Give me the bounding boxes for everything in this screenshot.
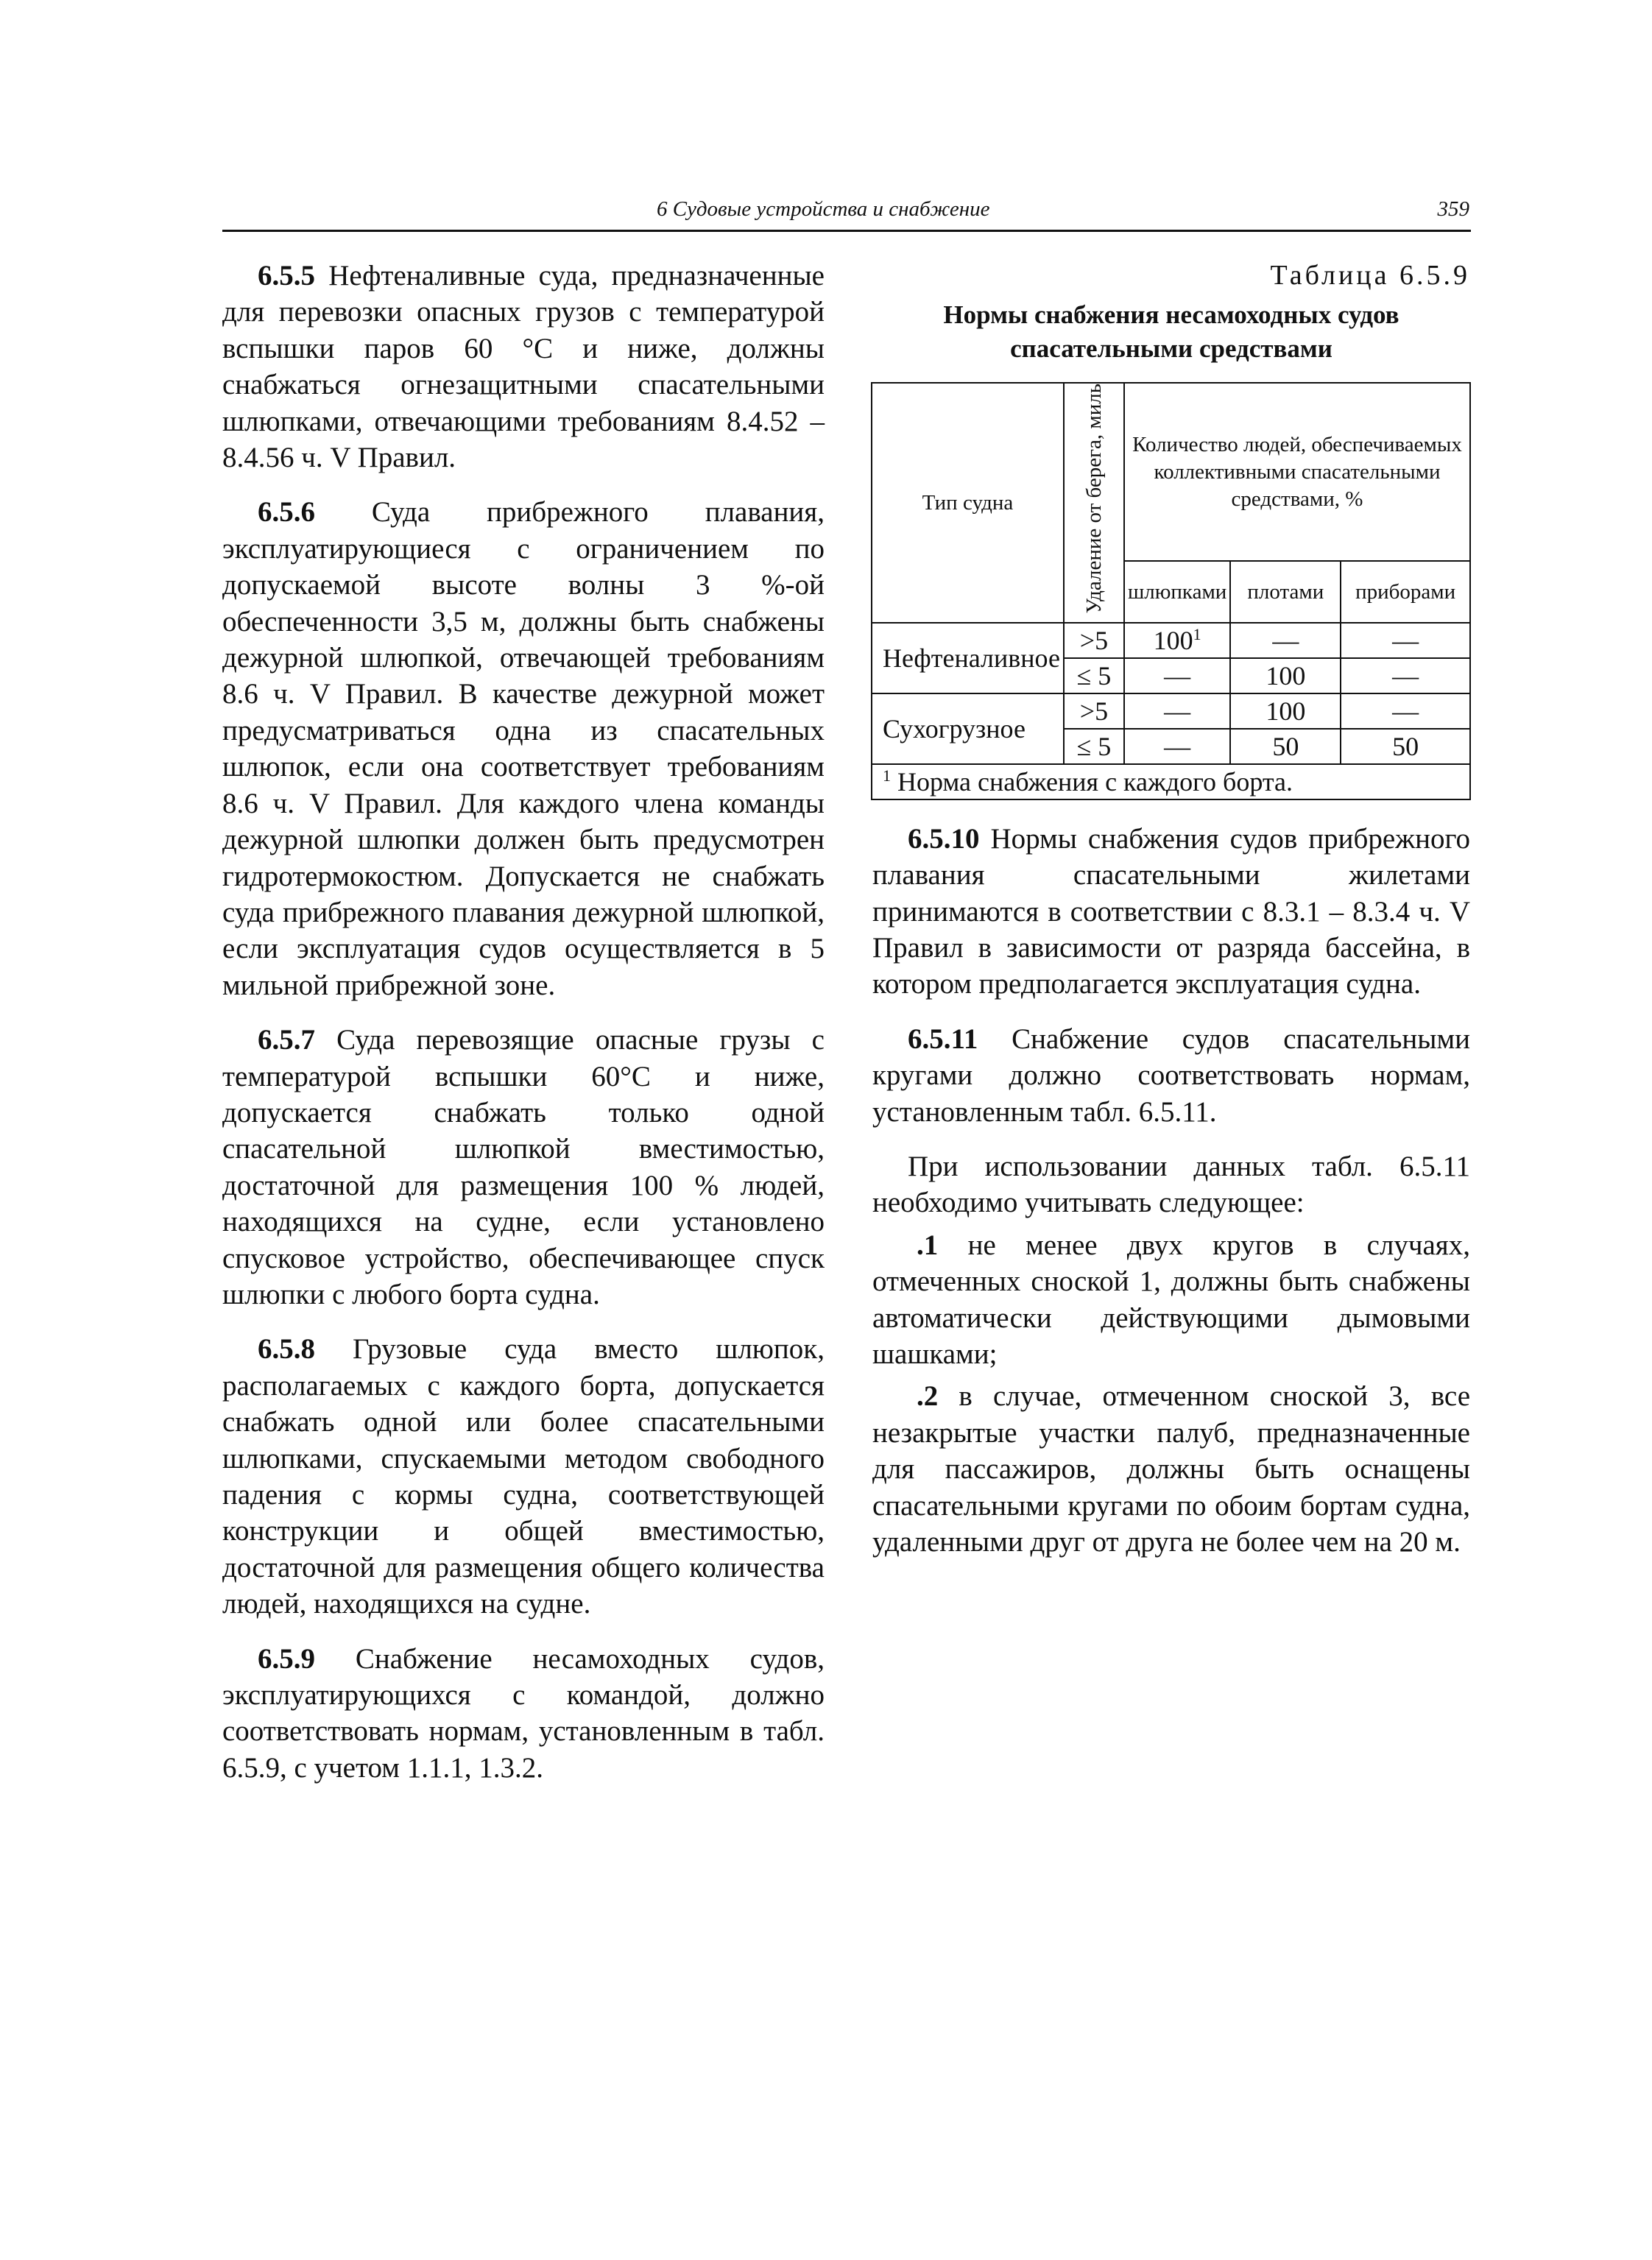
cell-devices: — — [1341, 658, 1470, 693]
paragraph-6-5-9 — [222, 1641, 825, 1787]
cell-distance: >5 — [1064, 693, 1124, 729]
cell-distance: >5 — [1064, 623, 1124, 658]
clause-number: 6.5.8 — [258, 1333, 315, 1366]
header-rafts: плотами — [1230, 561, 1341, 622]
page-number: 359 — [1437, 197, 1469, 221]
cell-boats: — — [1124, 693, 1230, 729]
clause-text: Снабжение несамоходных судов, эксплуатирующихся с командой, должно соответствовать нормам, установленным в табл. 6.5.9, с учетом 1.1.1, 1.3.2. — [222, 1642, 825, 1784]
header-distance — [1064, 383, 1124, 622]
footnote-mark: 1 — [1193, 624, 1201, 643]
header-group: Количество людей, обеспечиваемых коллективными спасательными средствами, % — [1124, 383, 1470, 561]
clause-text: Грузовые суда вместо шлюпок, располагаемых с каждого борта, допускается снабжать одной или более спасательными шлюпками, спускаемыми методом свободного падения с кормы судна, соответствующей конструкции и общей вместимостью, достаточной для размещения общего количества людей, находящихся на судне. — [222, 1333, 825, 1620]
cell-distance: ≤ 5 — [1064, 729, 1124, 764]
table-footnote-row — [872, 764, 1470, 799]
header-boats: шлюпками — [1124, 561, 1230, 622]
cell-distance: ≤ 5 — [1064, 658, 1124, 693]
running-title: 6 Судовые устройства и снабжение — [657, 197, 990, 221]
clause-text: Суда прибрежного плавания, эксплуатирующиеся с ограничением по допускаемой высоте волны 3 %-ой обеспеченности 3,5 м, должны быть снабжены дежурной шлюпкой, отвечающей требованиям 8.6 ч. V Правил. В качестве дежурной может предусматриваться одна из спасательных шлюпок, если она соответствует требованиям 8.6 ч. V Правил. Для каждого члена команды дежурной шлюпки должен быть предусмотрен гидротермокостюм. Допускается не снабжать суда прибрежного плавания дежурной шлюпкой, если эксплуатация судов осуществляется в 5 мильной прибрежной зоне. — [222, 496, 825, 1001]
clause-text: Суда перевозящие опасные грузы с температурой вспышки 60°С и ниже, допускается снабжать только одной спасательной шлюпкой вместимостью, достаточной для размещения 100 % людей, находящихся на судне, если установлено спусковое устройство, обеспечивающее спуск шлюпки с любого борта судна. — [222, 1024, 825, 1310]
list-item-2 — [872, 1378, 1470, 1560]
paragraph-6-5-7 — [222, 1022, 825, 1313]
cell-devices: — — [1341, 623, 1470, 658]
footnote-mark: 1 — [883, 766, 891, 785]
right-column — [872, 258, 1470, 1578]
clause-text: Снабжение судов спасательными кругами должно соответствовать нормам, установленным табл. 6.5.11. — [872, 1023, 1470, 1128]
clause-number: 6.5.9 — [258, 1642, 315, 1675]
item-text: в случае, отмеченном сноской 3, все незакрытые участки палуб, предназначенные для пассажиров, должны быть оснащены спасательными кругами по обоим бортам судна, удаленными друг от друга не более чем на 20 м. — [872, 1380, 1470, 1558]
header-ship-type: Тип судна — [872, 383, 1064, 622]
cell-devices: 50 — [1341, 729, 1470, 764]
paragraph-6-5-10 — [872, 821, 1470, 1003]
item-number: .2 — [917, 1380, 939, 1413]
list-item-1 — [872, 1227, 1470, 1373]
clause-text: Нормы снабжения судов прибрежного плавания спасательными жилетами принимаются в соответствии с 8.3.1 – 8.3.4 ч. V Правил в зависимости от разряда бассейна, в котором предполагается эксплуатация судна. — [872, 822, 1470, 1000]
left-column — [222, 258, 825, 1804]
header-distance-text: Удаление от берега, миль — [1081, 384, 1106, 614]
cell-devices: — — [1341, 693, 1470, 729]
cell-boats: — — [1124, 729, 1230, 764]
cell-ship-type: Сухогрузное — [872, 693, 1064, 764]
clause-number: 6.5.6 — [258, 496, 315, 529]
table-label: Таблица 6.5.9 — [1270, 260, 1470, 291]
paragraph-6-5-6 — [222, 494, 825, 1003]
clause-number: 6.5.7 — [258, 1024, 315, 1056]
cell-boats: — — [1124, 658, 1230, 693]
table-row — [872, 693, 1470, 729]
table-title: Нормы снабжения несамоходных судов спасательными средствами — [943, 300, 1399, 364]
cell-rafts: — — [1230, 623, 1341, 658]
paragraph-6-5-8 — [222, 1331, 825, 1622]
table-row — [872, 623, 1470, 658]
running-header — [222, 197, 1471, 232]
header-devices: приборами — [1341, 561, 1470, 622]
cell-rafts: 50 — [1230, 729, 1341, 764]
clause-text: Нефтеналивные суда, предназначенные для перевозки опасных грузов с температурой вспышки паров 60 °С и ниже, должны снабжаться огнезащитными спасательными шлюпками, отвечающими требованиям 8.4.52 – 8.4.56 ч. V Правил. — [222, 260, 825, 474]
clause-number: 6.5.11 — [908, 1023, 978, 1055]
lifesaving-table — [871, 382, 1471, 799]
paragraph-6-5-5 — [222, 258, 825, 476]
cell-rafts: 100 — [1230, 658, 1341, 693]
item-number: .1 — [917, 1229, 939, 1261]
cell-boats: $100^1$ — [1124, 623, 1230, 658]
table-header-row — [872, 383, 1470, 561]
table-footnote: $^1$ Норма снабжения с каждого борта. — [872, 764, 1470, 799]
paragraph-intro: При использовании данных табл. 6.5.11 необходимо учитывать следующее: — [872, 1151, 1470, 1219]
item-text: не менее двух кругов в случаях, отмеченных сноской 1, должны быть снабжены автоматически действующими дымовыми шашками; — [872, 1229, 1470, 1371]
clause-number: 6.5.5 — [258, 260, 315, 292]
clause-number: 6.5.10 — [908, 822, 980, 855]
paragraph-6-5-11 — [872, 1021, 1470, 1130]
cell-rafts: 100 — [1230, 693, 1341, 729]
cell-ship-type: Нефтеналивное — [872, 623, 1064, 693]
